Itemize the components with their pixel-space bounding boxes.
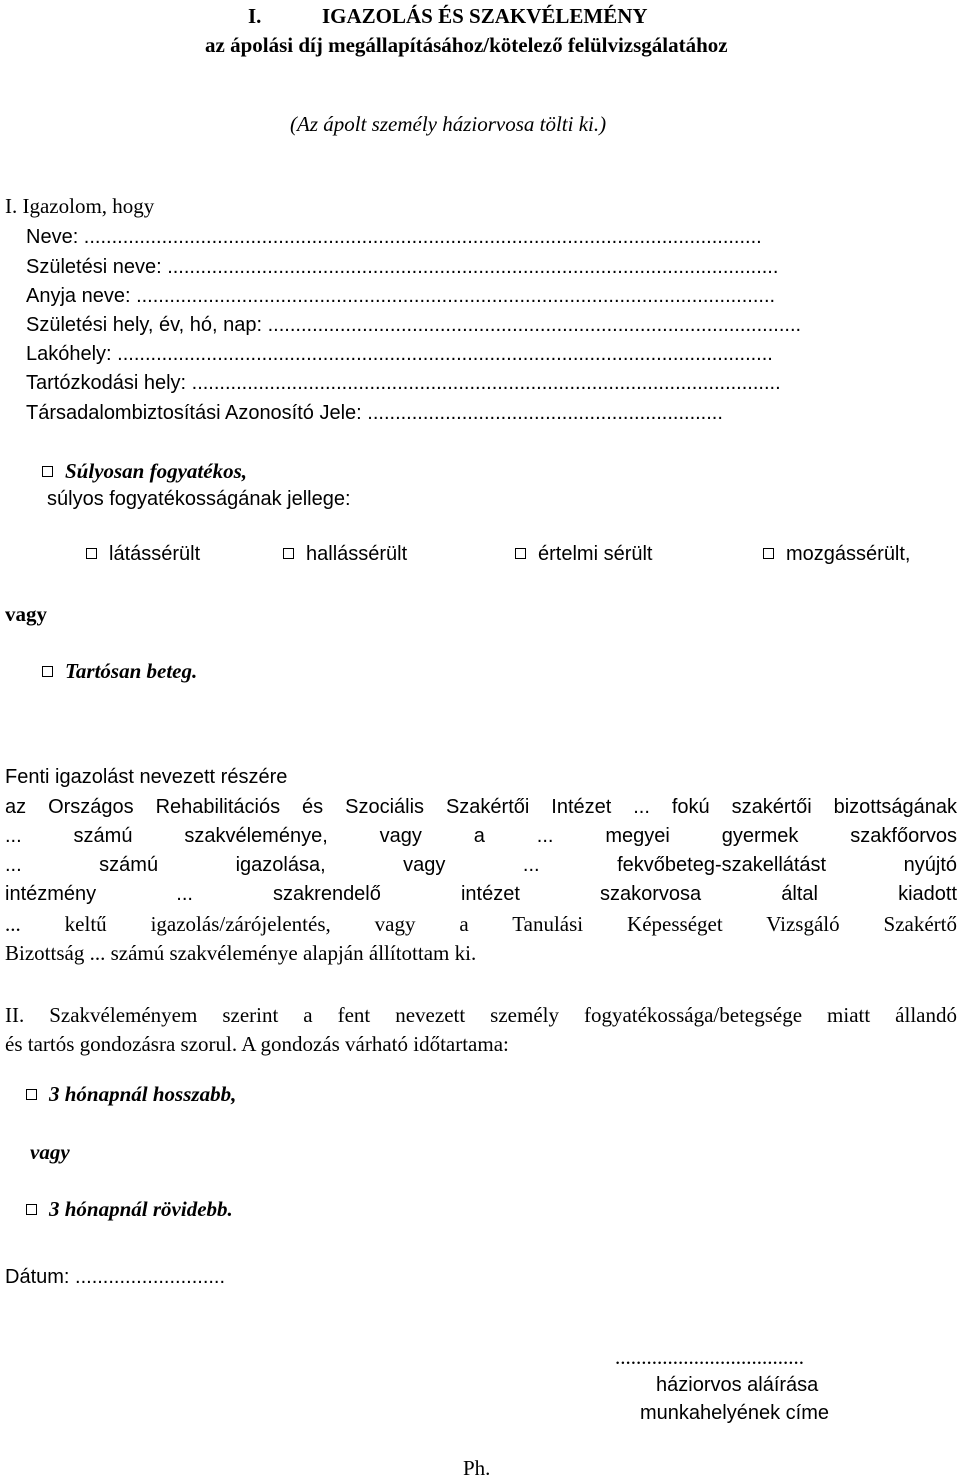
longer-than-3-months-label: 3 hónapnál hosszabb, (49, 1082, 237, 1106)
taj-field[interactable]: Társadalombiztosítási Azonosító Jele: ................................................................ (26, 402, 723, 424)
severe-disability-option[interactable] (42, 459, 247, 484)
checkbox-icon[interactable] (26, 1204, 37, 1215)
basis-line-6: ... keltű igazolás/zárójelentés, vagy a Tanulási Képességet Vizsgáló Szakértő (5, 912, 957, 936)
signature-line: .................................... (615, 1345, 804, 1369)
name-field[interactable]: Neve: .......................................................................................................................... (26, 226, 762, 248)
birth-name-field[interactable]: Születési neve: .............................................................................................................. (26, 256, 779, 278)
type-intellectual-label: értelmi sérült (538, 543, 653, 565)
basis-line-3: ... számú szakvéleménye, vagy a ... megyei gyermek szakfőorvos (5, 825, 957, 847)
basis-line-7: Bizottság ... számú szakvéleménye alapján állítottam ki. (5, 941, 477, 965)
document-subtitle: az ápolási díj megállapításához/kötelező felülvizsgálatához (205, 33, 728, 57)
severe-disability-label: Súlyosan fogyatékos, (65, 459, 248, 483)
type-hearing-option[interactable] (283, 543, 407, 566)
section-number: I. (248, 4, 262, 28)
type-motor-label: mozgássérült, (786, 543, 911, 565)
stay-place-field[interactable]: Tartózkodási hely: .......................................................................................................... (26, 372, 781, 394)
chronic-illness-option[interactable] (42, 659, 197, 684)
mother-name-field[interactable]: Anyja neve: ................................................................................................................... (26, 285, 776, 307)
shorter-than-3-months-option[interactable] (26, 1197, 233, 1222)
type-motor-option[interactable] (763, 543, 911, 566)
shorter-than-3-months-label: 3 hónapnál rövidebb. (49, 1197, 233, 1221)
checkbox-icon[interactable] (42, 666, 53, 677)
severe-type-label: súlyos fogyatékosságának jellege: (47, 488, 351, 510)
opinion-line-2: és tartós gondozásra szorul. A gondozás várható időtartama: (5, 1032, 509, 1056)
checkbox-icon[interactable] (283, 548, 294, 559)
document-title: IGAZOLÁS ÉS SZAKVÉLEMÉNY (322, 4, 648, 28)
checkbox-icon[interactable] (26, 1089, 37, 1100)
type-intellectual-option[interactable] (515, 543, 652, 566)
fill-note: (Az ápolt személy háziorvosa tölti ki.) (290, 112, 607, 136)
chronic-illness-label: Tartósan beteg. (65, 659, 198, 683)
checkbox-icon[interactable] (86, 548, 97, 559)
type-hearing-label: hallássérült (306, 543, 408, 565)
type-visual-option[interactable] (86, 543, 200, 566)
or-label: vagy (5, 602, 47, 626)
date-field[interactable]: Dátum: ........................... (5, 1266, 226, 1288)
workplace-label: munkahelyének címe (640, 1402, 829, 1424)
checkbox-icon[interactable] (42, 466, 53, 477)
opinion-line-1: II. Szakvéleményem szerint a fent nevezett személy fogyatékossága/betegsége miatt állandó (5, 1003, 957, 1027)
type-visual-label: látássérült (109, 543, 201, 565)
longer-than-3-months-option[interactable] (26, 1082, 236, 1107)
basis-line-2: az Országos Rehabilitációs és Szociális Szakértői Intézet ... fokú szakértői bizottságának (5, 796, 957, 818)
signature-label: háziorvos aláírása (656, 1374, 819, 1396)
residence-field[interactable]: Lakóhely: ...................................................................................................................... (26, 343, 773, 365)
intro-line: I. Igazolom, hogy (5, 194, 155, 218)
basis-line-1: Fenti igazolást nevezett részére (5, 766, 288, 788)
or-label: vagy (30, 1140, 70, 1164)
checkbox-icon[interactable] (763, 548, 774, 559)
checkbox-icon[interactable] (515, 548, 526, 559)
basis-line-4: ... számú igazolása, vagy ... fekvőbeteg-szakellátást nyújtó (5, 854, 957, 876)
basis-line-5: intézmény ... szakrendelő intézet szakorvosa által kiadott (5, 883, 957, 905)
stamp-label: Ph. (463, 1456, 491, 1480)
birth-place-date-field[interactable]: Születési hely, év, hó, nap: ................................................................................................ (26, 314, 802, 336)
